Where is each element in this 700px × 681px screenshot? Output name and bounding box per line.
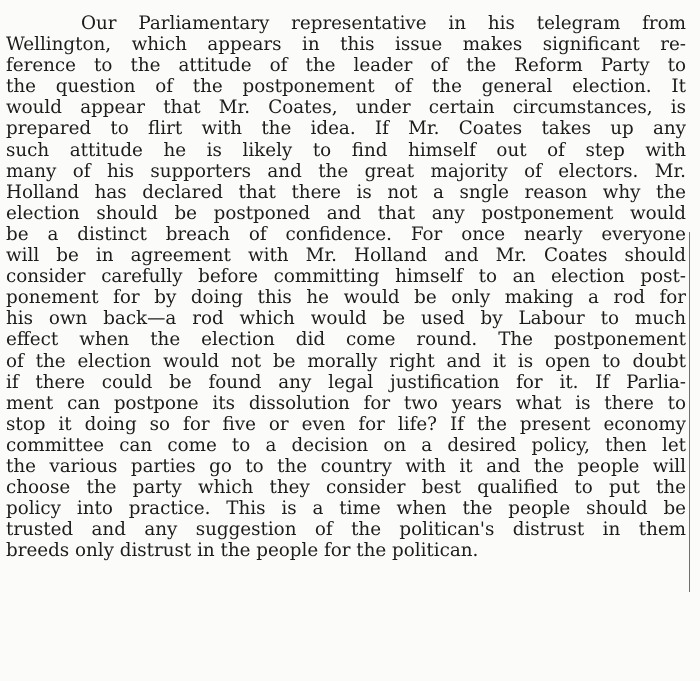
- article-line: such attitude he is likely to find himself out of step with: [6, 139, 686, 161]
- article-line: will be in agreement with Mr. Holland and Mr. Coates should: [6, 245, 686, 267]
- article-line: stop it doing so for five or even for life? If the present economy: [6, 413, 686, 435]
- article-line: policy into practice. This is a time when the people should be: [6, 498, 686, 520]
- article-line: effect when the election did come round. The postponement: [6, 329, 686, 351]
- article-line: the various parties go to the country with it and the people will: [6, 455, 686, 477]
- article-line: election should be postponed and that any postponement would: [6, 202, 686, 224]
- article-line: trusted and any suggestion of the politican's distrust in them: [6, 519, 686, 541]
- article-line: Wellington, which appears in this issue makes significant re-: [6, 34, 686, 56]
- article-line: ference to the attitude of the leader of the Reform Party to: [6, 55, 686, 77]
- article-line: ment can postpone its dissolution for two years what is there to: [6, 392, 686, 414]
- article-line: breeds only distrust in the people for the politican.: [6, 540, 479, 562]
- article-line: the question of the postponement of the general election. It: [6, 76, 686, 98]
- article-line: would appear that Mr. Coates, under certain circumstances, is: [6, 97, 686, 119]
- article-line: ponement for by doing this he would be only making a rod for: [6, 287, 686, 309]
- article-line: Our Parliamentary representative in his telegram from: [81, 13, 686, 34]
- article-line: many of his supporters and the great majority of electors. Mr.: [6, 160, 686, 182]
- article-line: prepared to flirt with the idea. If Mr. Coates takes up any: [6, 118, 686, 140]
- article-line: consider carefully before committing himself to an election post-: [6, 266, 686, 288]
- article-line: choose the party which they consider best qualified to put the: [6, 477, 686, 499]
- article-line: his own back—a rod which would be used by Labour to much: [6, 308, 686, 330]
- article-text: [6, 13, 686, 561]
- article-line: committee can come to a decision on a desired policy, then let: [6, 434, 686, 456]
- article-line: if there could be found any legal justification for it. If Parlia-: [6, 371, 686, 393]
- article-line: Holland has declared that there is not a sngle reason why the: [6, 181, 686, 203]
- article-line: be a distinct breach of confidence. For once nearly everyone: [6, 223, 686, 245]
- column-rule: [689, 232, 690, 592]
- article-line: of the election would not be morally right and it is open to doubt: [6, 350, 686, 372]
